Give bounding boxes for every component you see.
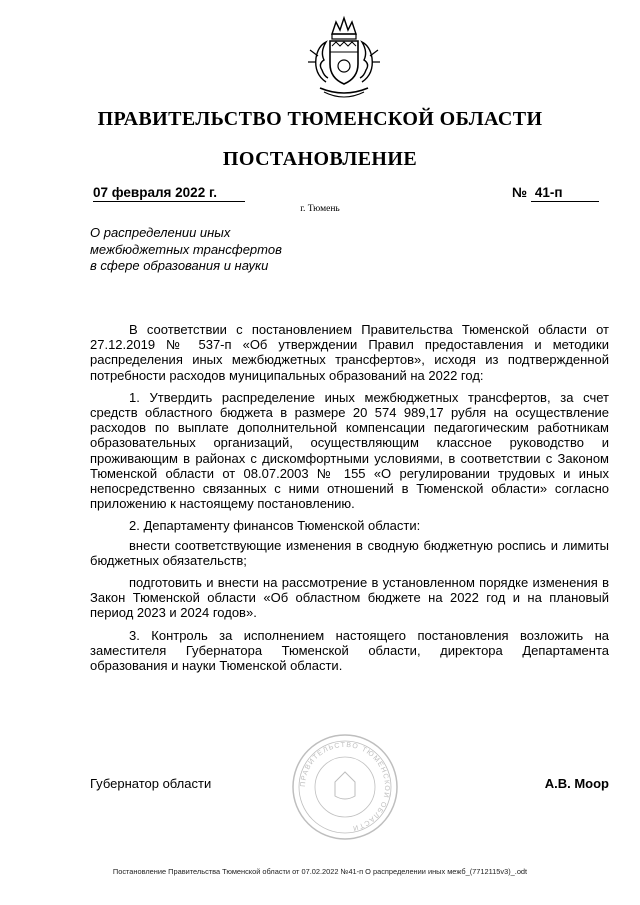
body-paragraph: 1. Утвердить распределение иных межбюджетных трансфертов, за счет средств областного бюджета в размере 20 574 989,17 рубля на осуществление расходов по выплате дополнительной компенсации педагогическим работникам образовательных организаций, осуществляющим классное руководство и проживающим в районах с дискомфортными условиями, в соответствии с Законом Тюменской области от 08.07.2003 № 155 «О регулировании трудовых и иных непосредственно связанных с ними отношений в Тюменской области» согласно приложению к настоящему постановлению. (90, 389, 609, 512)
document-type-title: ПОСТАНОВЛЕНИЕ (222, 148, 418, 170)
subject-line: в сфере образования и науки (90, 258, 269, 273)
body-paragraph: внести соответствующие изменения в сводную бюджетную роспись и лимиты бюджетных обязательств; (90, 537, 609, 568)
document-number (512, 185, 608, 202)
body-paragraph: 3. Контроль за исполнением настоящего постановления возложить на заместителя Губернатора Тюменской области, директора Департамента образования и науки Тюменской области. (90, 627, 609, 674)
official-seal-icon (290, 732, 400, 842)
seal-text: ПРАВИТЕЛЬСТВО ТЮМЕНСКОЙ ОБЛАСТИ (299, 741, 391, 832)
city-label: г. Тюмень (300, 204, 340, 214)
coat-of-arms-icon (296, 12, 392, 104)
body-paragraph: 2. Департаменту финансов Тюменской области: (129, 518, 421, 534)
organization-title: ПРАВИТЕЛЬСТВО ТЮМЕНСКОЙ ОБЛАСТИ (97, 108, 543, 130)
document-footer: Постановление Правительства Тюменской области от 07.02.2022 №41-п О распределении иных межб_(7712115v3)_.odt (112, 867, 528, 876)
document-subject (90, 225, 410, 275)
signer-name: А.В. Моор (544, 776, 609, 791)
subject-line: межбюджетных трансфертов (90, 241, 282, 257)
document-body (90, 322, 609, 680)
body-paragraph: подготовить и внести на рассмотрение в установленном порядке изменения в Закон Тюменской области «Об областном бюджете на 2022 год и на плановый период 2023 и 2024 годов». (90, 575, 609, 621)
number-label: № (512, 185, 528, 200)
body-paragraph: В соответствии с постановлением Правительства Тюменской области от 27.12.2019 № 537-п «Об утверждении Правил предоставления и методики распределения иных межбюджетных трансфертов», исходя из подтвержденной потребности расходов муниципальных образований на 2022 год: (90, 322, 609, 383)
subject-line: О распределении иных (90, 225, 231, 240)
number-value: 41-п (531, 185, 599, 202)
signer-title: Губернатор области (90, 776, 212, 791)
document-date: 07 февраля 2022 г. (93, 185, 245, 202)
